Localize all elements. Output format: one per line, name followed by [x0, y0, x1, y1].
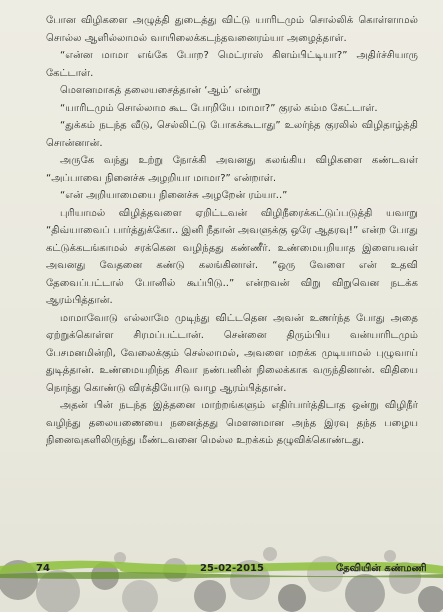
page-number: 74 — [36, 563, 50, 574]
article-paragraph-10: அதன் பின் நடந்த இத்தனை மாற்றங்களும் எதிர்பார்த்திடாத ஒன்று விழிநீர் வழிந்து தலையணையை நனைத்தது மௌனமான அந்த இரவு தந்த பழைய நினைவுகளிலிருந்து மீண்டவனை மெல்ல உறக்கம் தழுவிக்கொண்டது. — [46, 400, 418, 446]
article-paragraph-5: “துக்கம் நடந்த வீடு, செல்லிட்டு போகக்கூடாது” உலர்ந்த குரலில் விழிதாழ்த்தி சொன்னான். — [46, 120, 418, 149]
article-paragraph-6: அருகே வந்து உற்று நோக்கி அவனது கலங்கிய விழிகளை கண்டவள் “அப்பாவை நினைச்சு அழறியா மாமா?” என்றாள். — [46, 155, 418, 184]
article-paragraph-9: மாமாவோடு எல்லாமே முடிந்து விட்டதென அவன் உணர்ந்த போது அதை ஏற்றுக்கொள்ள சிரமப்பட்டான். சென்னை திரும்பிய வன்யாரிடமும் பேசமனமின்றி, வேலைக்கும் செல்லாமல், அவளை மறக்க முடியாமல் புழுவாய் துடித்தான். உண்மையறிந்த சிவா நண்பனின் நிலைக்காக வருந்தினான். விதியை நொந்து கொண்டு விரக்தியோடு வாழ ஆரம்பித்தான். — [46, 312, 418, 394]
article-paragraph-8: புரியாமல் விழித்தவளை ஏறிட்டவன் விழிநீரைக்கட்டுப்படுத்தி யவாறு “திவ்யாவைப் பார்த்துக்கோ.. இனி நீதான் அவளுக்கு ஒரே ஆதரவு!” என்ற போது கட்டுக்கடங்காமல் சரக்கென வழிந்தது கண்ணீர். உண்மையறியாத இளையவள் அவனது வேதனை கண்டு கலங்கினாள். “ஒரு வேளை என் உதவி தேவைப்பட்டால் போனில் கூப்பிடு..” என்றவன் விறு விறுவென நடக்க ஆரம்பித்தான். — [46, 207, 418, 306]
article-paragraph-7: “என் அறியாமையை நினைச்சு அழறேன் ரம்யா..” — [60, 190, 288, 201]
magazine-name: தேவியின் கண்மணி — [336, 563, 427, 574]
decorative-circles — [0, 547, 443, 612]
article-paragraph-1: போன விழிகளை அழுத்தி துடைத்து விட்டு யாரிடமும் சொல்லிக் கொள்ளாமல் சொல்ல ஆளில்லாமல் வாயிலைக்கடந்தவனைரம்யா அழைத்தாள். — [46, 15, 418, 44]
article-paragraph-3: மௌனமாகத் தலையசைத்தான் ‘ஆம்’ என்று — [60, 85, 261, 96]
article-body — [46, 12, 418, 450]
article-paragraph-2: “என்ன மாமா எங்கே போற? மெட்ராஸ் கிளம்பிட்டியா?” அதிர்ச்சியாரு கேட்டாள். — [46, 50, 418, 79]
article-paragraph-4: “யாரிடமும் சொல்லாம கூட போறியே மாமா?” குரல் கம்ம கேட்டாள். — [60, 102, 378, 114]
issue-date: 25-02-2015 — [200, 563, 264, 574]
